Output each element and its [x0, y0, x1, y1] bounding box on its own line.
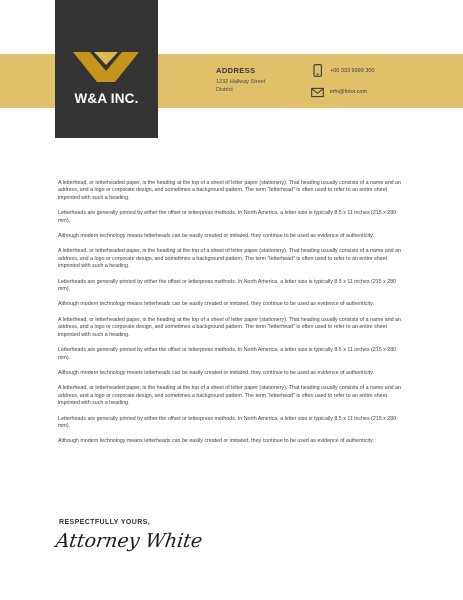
- body-paragraph: A letterhead, or letterheaded paper, is the heading at the top of a sheet of letter paper (stationery). That heading usually consists of a name and an address, and a logo or corporate design, and sometimes a background pattern. The term "letterhead" is often used to refer to an entire sheet imprinted with such a heading.: [58, 180, 401, 201]
- address-district: District: [216, 87, 233, 93]
- body-paragraph: Letterheads are generally printed by either the offset or letterpress methods. In North America, a letter size is typically 8.5 x 11 inches (215 x 280 mm).: [58, 415, 397, 429]
- body-paragraph: Although modern technology means letterheads can be easily created or imitated, they continue to be used as evidence of authenticity.: [58, 301, 374, 308]
- address-street: 1232 Hallway Street: [216, 79, 266, 85]
- logo-block: [55, 0, 158, 138]
- body-paragraph: A letterhead, or letterheaded paper, is the heading at the top of a sheet of letter paper (stationery). That heading usually consists of a name and an address, and a logo or corporate design, and sometimes a background pattern. The term "letterhead" is often used to refer to an entire sheet imprinted with such a heading.: [58, 248, 401, 270]
- mobile-phone-icon: [311, 64, 324, 77]
- signature: Attorney White: [54, 530, 204, 552]
- body-paragraph: A letterhead, or letterheaded paper, is the heading at the top of a sheet of letter paper (stationery). That heading usually consists of a name and an address, and a logo or corporate design, and sometimes a background pattern. The term "letterhead" is often used to refer to an entire sheet imprinted with such a heading.: [58, 385, 401, 407]
- closing-salutation: RESPECTFULLY YOURS,: [59, 519, 151, 526]
- phone-number: +00 333 9999 300: [330, 68, 375, 74]
- w-chevron-logo-icon: [73, 52, 139, 82]
- email-link[interactable]: info@fotor.com: [330, 89, 368, 95]
- body-paragraph: Letterheads are generally printed by either the offset or letterpress methods. In North America, a letter size is typically 8.5 x 11 inches (215 x 280 mm).: [58, 210, 397, 224]
- letter-body: [58, 180, 408, 454]
- body-paragraph: Although modern technology means letterheads can be easily created or imitated, they continue to be used as evidence of authenticity.: [58, 369, 374, 376]
- body-paragraph: A letterhead, or letterheaded paper, is the heading at the top of a sheet of letter paper (stationery). That heading usually consists of a name and an address, and a logo or corporate design, and sometimes a background pattern. The term "letterhead" is often used to refer to an entire sheet imprinted with such a heading.: [58, 316, 401, 338]
- body-paragraph: Letterheads are generally printed by either the offset or letterpress methods. In North America, a letter size is typically 8.5 x 11 inches (215 x 280 mm).: [58, 278, 397, 293]
- envelope-icon: [311, 86, 324, 99]
- company-name: W&A INC.: [74, 91, 139, 106]
- body-paragraph: Although modern technology means letterheads can be easily created or imitated, they continue to be used as evidence of authenticity.: [58, 233, 374, 240]
- body-paragraph: Letterheads are generally printed by either the offset or letterpress methods. In North America, a letter size is typically 8.5 x 11 inches (215 x 280 mm).: [58, 347, 397, 361]
- body-paragraph: Although modern technology means letterheads can be easily created or imitated, they continue to be used as evidence of authenticity.: [58, 438, 374, 445]
- address-title: ADDRESS: [216, 66, 256, 75]
